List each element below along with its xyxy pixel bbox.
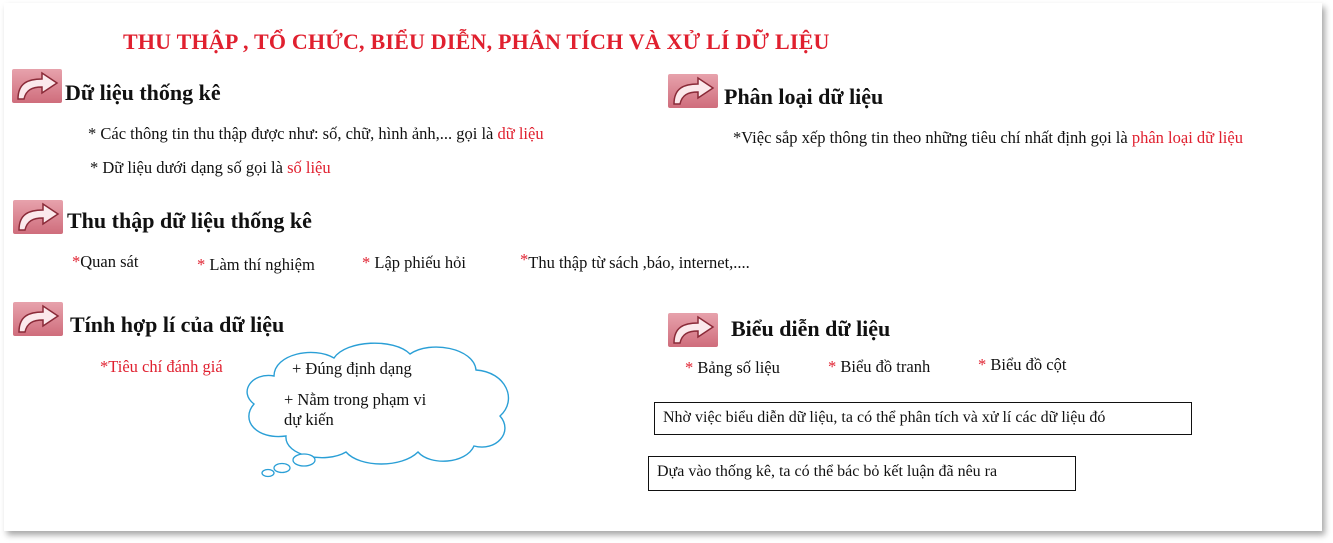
statistics-line-1: * Các thông tin thu thập được như: số, chữ, hình ảnh,... gọi là [88,124,494,143]
classification-line: *Việc sắp xếp thông tin theo những tiêu chí nhất định gọi là [733,128,1128,147]
representation-pictogram: Biểu đồ tranh [836,357,931,376]
representation-item [685,358,780,378]
analysis-note-box [654,402,1192,435]
bullet-star: * [978,355,987,374]
collection-method [197,255,315,275]
curved-arrow-icon [13,302,63,336]
cloud-line-format: + Đúng định dạng [292,359,412,378]
representation-bar-chart: Biểu đồ cột [986,355,1067,374]
criteria-label: *Tiêu chí đánh giá [100,357,223,376]
section-heading-validity: Tính hợp lí của dữ liệu [70,312,285,337]
statistics-definition [88,124,544,144]
analysis-note-text: Nhờ việc biểu diễn dữ liệu, ta có thể phân tích và xử lí các dữ liệu đó [663,409,1106,426]
bullet-star: * [197,255,206,274]
method-observation: Quan sát [80,252,139,271]
conclusion-note-text: Dựa vào thống kê, ta có thể bác bỏ kết luận đã nêu ra [657,463,998,480]
section-heading-representation: Biểu diễn dữ liệu [731,316,891,341]
bullet-star: * [72,252,81,271]
method-survey: Lập phiếu hỏi [370,253,467,272]
term-phan-loai-du-lieu: phân loại dữ liệu [1131,128,1243,147]
collection-method [520,250,750,273]
bullet-star: * [362,253,371,272]
representation-table: Bảng số liệu [693,358,780,377]
term-so-lieu: số liệu [287,158,331,177]
classification-definition [733,128,1243,148]
section-heading-collection: Thu thập dữ liệu thống kê [67,208,312,233]
bullet-star: * [828,357,837,376]
representation-item [978,355,1066,375]
statistics-line-2: * Dữ liệu dưới dạng số gọi là [90,158,283,177]
term-du-lieu: dữ liệu [497,124,544,143]
numeric-data-definition [90,158,331,178]
page-title: THU THẬP , TỔ CHỨC, BIỂU DIỄN, PHÂN TÍCH VÀ XỬ LÍ DỮ LIỆU [123,29,830,54]
bullet-star: * [520,250,529,269]
collection-method [362,253,466,273]
cloud-line-expected: dự kiến [284,410,334,429]
method-experiment: Làm thí nghiệm [205,255,315,274]
bullet-star: * [685,358,694,377]
curved-arrow-icon [668,74,718,108]
curved-arrow-icon [13,200,63,234]
curved-arrow-icon [668,313,718,347]
collection-method [72,252,138,272]
curved-arrow-icon [12,69,62,103]
conclusion-note-box [648,456,1076,491]
section-heading-classification: Phân loại dữ liệu [724,84,884,109]
cloud-line-range: + Nằm trong phạm vi [284,390,427,409]
section-heading-statistics: Dữ liệu thống kê [65,80,221,105]
method-sources: Thu thập từ sách ,báo, internet,.... [528,253,750,272]
representation-item [828,357,930,377]
